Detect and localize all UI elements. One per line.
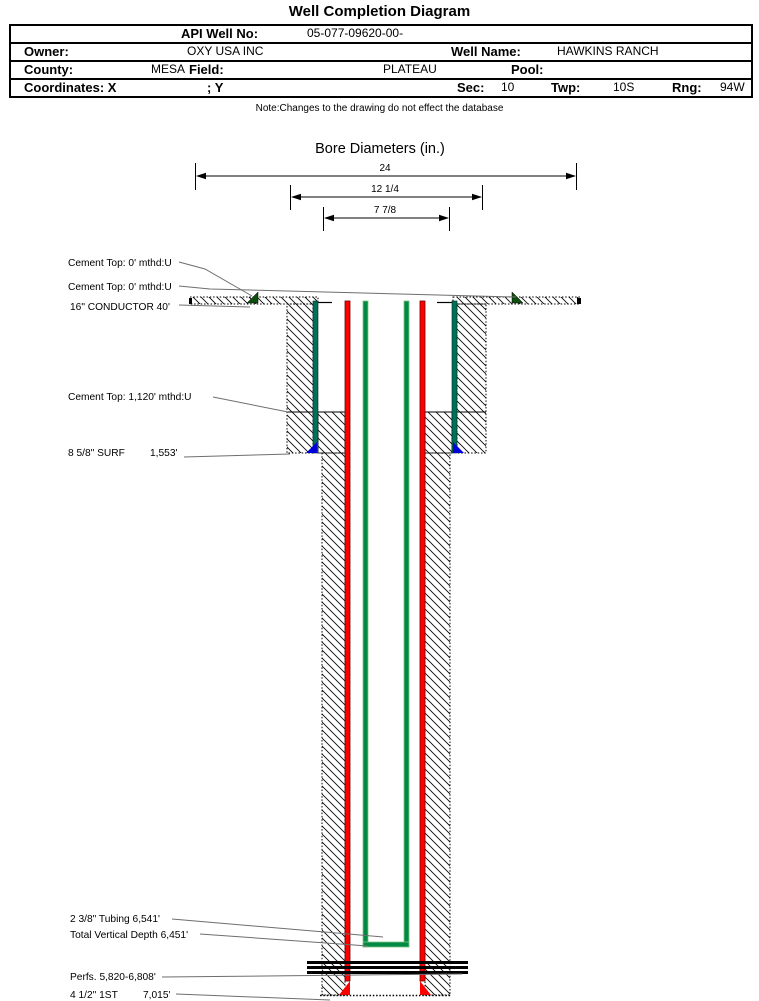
perforation-bars: [307, 961, 468, 974]
wellbore-graphic: [189, 292, 581, 996]
leader-cement-top-mid: [213, 397, 288, 412]
arrowhead-left-icon: [324, 215, 334, 221]
coordinates-y-label: ; Y: [207, 80, 224, 95]
county-value: MESA: [151, 62, 186, 76]
surface-cement-column-right: [457, 304, 486, 453]
bore-dim-24-label: 24: [379, 163, 391, 174]
sec-label: Sec:: [457, 80, 485, 95]
twp-value: 10S: [613, 80, 635, 94]
county-label: County:: [24, 62, 74, 77]
arrowhead-right-icon: [472, 194, 482, 200]
bore-diameters-section: [196, 141, 577, 231]
production-cement-column-right: [425, 453, 450, 995]
surface-cement-column-left: [287, 304, 313, 453]
tubing-bottom: [363, 942, 409, 947]
sec-value: 10: [501, 80, 515, 94]
production-casing-label: 4 1/2" 1ST: [70, 990, 118, 1001]
bore-dim-7-7-8: [324, 205, 450, 231]
bore-dim-7-label: 7 7/8: [373, 205, 397, 216]
rng-label: Rng:: [672, 80, 702, 95]
bore-diameters-title: Bore Diameters (in.): [315, 141, 445, 157]
leader-perfs: [162, 974, 462, 977]
owner-label: Owner:: [24, 44, 69, 59]
cement-top-a-label: Cement Top: 0' mthd:U: [68, 258, 172, 269]
flange-endcap-left: [189, 298, 192, 304]
leader-cement-top-a: [179, 262, 252, 296]
page-title: Well Completion Diagram: [288, 3, 471, 20]
leader-production-casing: [176, 994, 330, 1000]
twp-label: Twp:: [551, 80, 581, 95]
field-value: PLATEAU: [383, 62, 437, 76]
leader-cement-top-b: [179, 286, 516, 297]
annotation-labels: [68, 258, 192, 1001]
production-cement-column-left: [322, 453, 345, 995]
production-cement-upper-right: [425, 412, 452, 453]
pool-label: Pool:: [511, 62, 544, 77]
coordinates-label: Coordinates: X: [24, 80, 117, 95]
tubing-line-left: [363, 301, 368, 947]
tvd-label: Total Vertical Depth 6,451': [70, 930, 189, 941]
cement-top-mid-label: Cement Top: 1,120' mthd:U: [68, 392, 192, 403]
arrowhead-right-icon: [566, 173, 576, 179]
api-well-no-value: 05-077-09620-00-: [307, 26, 404, 40]
leader-surface-casing: [184, 454, 290, 457]
tubing-line-right: [404, 301, 409, 947]
production-casing-line-left: [345, 301, 350, 981]
bore-dim-12-label: 12 1/4: [371, 184, 399, 195]
owner-value: OXY USA INC: [187, 44, 264, 58]
surface-casing-line-left: [313, 301, 318, 453]
arrowhead-left-icon: [196, 173, 206, 179]
rng-value: 94W: [720, 80, 745, 94]
well-name-value: HAWKINS RANCH: [557, 44, 659, 58]
flange-endcap-right: [577, 298, 581, 304]
surface-casing-label: 8 5/8" SURF: [68, 448, 125, 459]
field-label: Field:: [189, 62, 224, 77]
database-note: Note:Changes to the drawing do not effect the database: [255, 103, 504, 114]
perfs-label: Perfs. 5,820-6,808': [70, 972, 156, 983]
surface-casing-line-right: [452, 301, 457, 453]
production-casing-line-right: [420, 301, 425, 981]
production-cement-upper-left: [318, 412, 345, 453]
tubing-label: 2 3/8" Tubing 6,541': [70, 914, 160, 925]
arrowhead-right-icon: [439, 215, 449, 221]
cement-top-b-label: Cement Top: 0' mthd:U: [68, 282, 172, 293]
conductor-label: 16" CONDUCTOR 40': [70, 302, 170, 313]
arrowhead-left-icon: [291, 194, 301, 200]
surface-casing-depth: 1,553': [150, 448, 178, 459]
leader-conductor: [179, 305, 250, 307]
production-casing-depth: 7,015': [143, 990, 171, 1001]
well-name-label: Well Name:: [451, 44, 521, 59]
api-well-no-label: API Well No:: [181, 26, 259, 41]
